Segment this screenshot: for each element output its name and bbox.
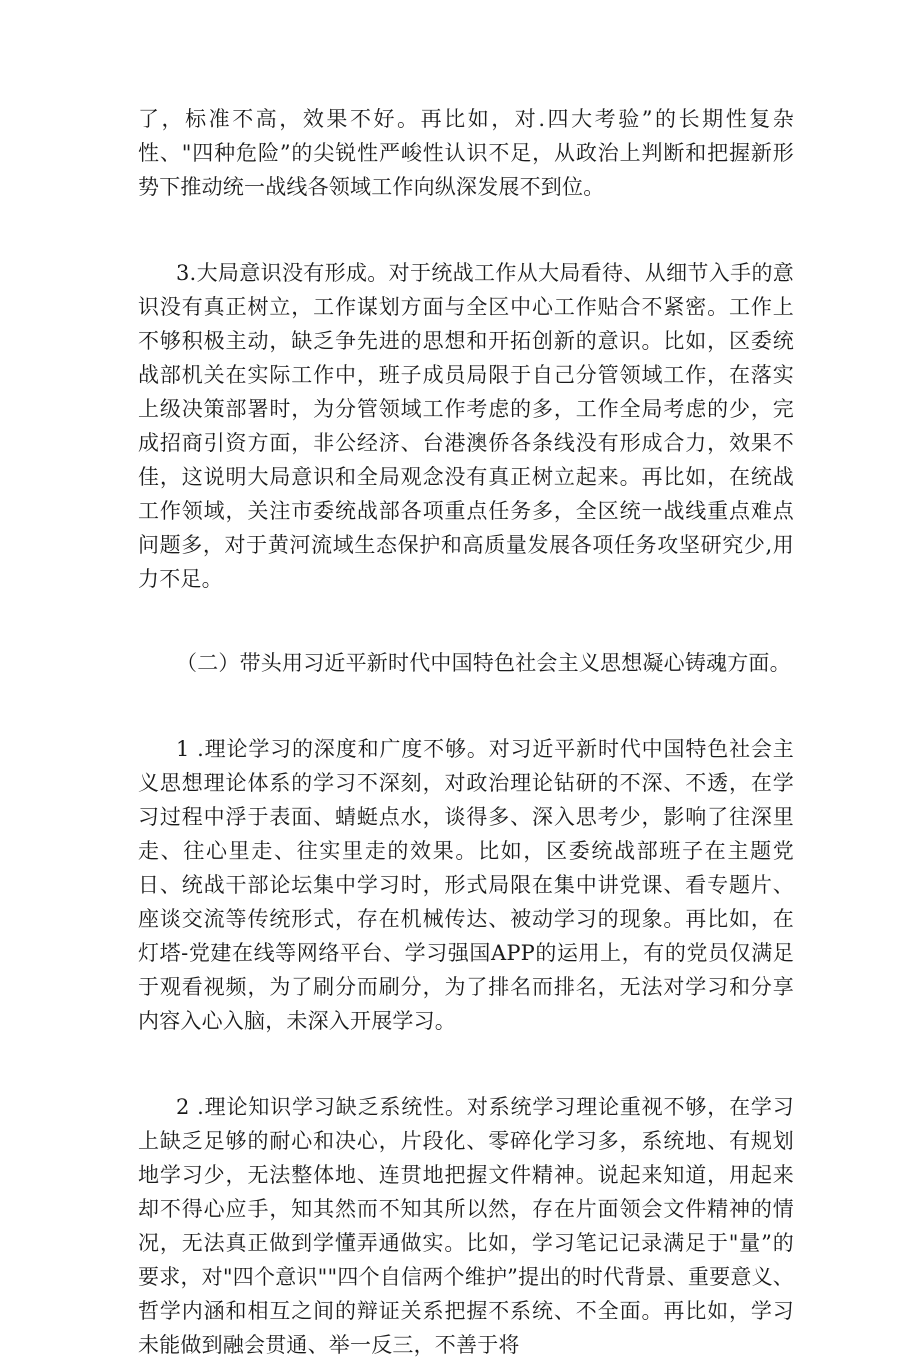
paragraph-item-3-big-picture-awareness: 3.大局意识没有形成。对于统战工作从大局看待、从细节入手的意识没有真正树立，工作谋划方面与全区中心工作贴合不紧密。工作上不够积极主动，缺乏争先进的思想和开拓创新的意识。比如，区委统战部机关在实际工作中，班子成员局限于自己分管领域工作，在落实上级决策部署时，为分管领域工作考虑的多，工作全局考虑的少，完成招商引资方面，非公经济、台港澳侨各条线没有形成合力，效果不佳，这说明大局意识和全局观念没有真正树立起来。再比如，在统战工作领域，关注市委统战部各项重点任务多，全区统一战线重点难点问题多，对于黄河流域生态保护和高质量发展各项任务攻坚研究少,用力不足。 [138,261,794,591]
paragraph-continuation: 了，标准不高，效果不好。再比如，对.四大考验”的长期性复杂性、"四种危险”的尖锐性严峻性认识不足，从政治上判断和把握新形势下推动统一战线各领域工作向纵深发展不到位。 [138,107,794,199]
paragraph-item-2-theory-study-systematic: 2 .理论知识学习缺乏系统性。对系统学习理论重视不够，在学习上缺乏足够的耐心和决心，片段化、零碎化学习多，系统地、有规划地学习少，无法整体地、连贯地把握文件精神。说起来知道，用起来却不得心应手，知其然而不知其所以然，存在片面领会文件精神的情况，无法真正做到学懂弄通做实。比如，学习笔记记录满足于"量”的要求，对"四个意识""四个自信两个维护”提出的时代背景、重要意义、哲学内涵和相互之间的辩证关系把握不系统、不全面。再比如，学习未能做到融会贯通、举一反三，不善于将 [138,1095,794,1357]
document-page [138,100,794,1362]
section-heading-2: （二）带头用习近平新时代中国特色社会主义思想凝心铸魂方面。 [176,651,791,675]
paragraph-item-1-theory-study-depth: 1 .理论学习的深度和广度不够。对习近平新时代中国特色社会主义思想理论体系的学习不深刻，对政治理论钻研的不深、不透，在学习过程中浮于表面、蜻蜓点水，谈得多、深入思考少，影响了往深里走、往心里走、往实里走的效果。比如，区委统战部班子在主题党日、统战干部论坛集中学习时，形式局限在集中讲党课、看专题片、座谈交流等传统形式，存在机械传达、被动学习的现象。再比如，在灯塔-党建在线等网络平台、学习强国APP的运用上，有的党员仅满足于观看视频，为了刷分而刷分，为了排名而排名，无法对学习和分享内容入心入脑，未深入开展学习。 [138,737,794,1033]
